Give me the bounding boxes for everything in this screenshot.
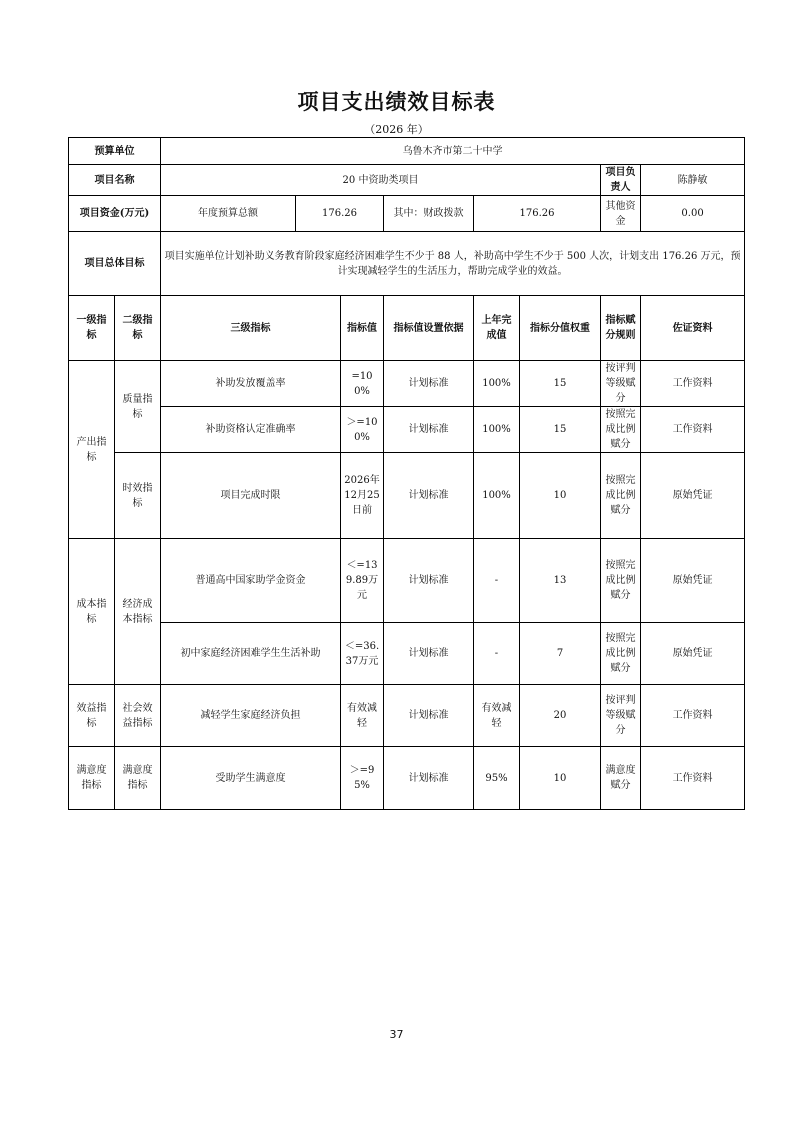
- funds-row: [69, 196, 745, 232]
- indicator-value: ＜=139.89万元: [341, 539, 384, 623]
- indicator-name: 补助发放覆盖率: [161, 361, 341, 407]
- indicator-row: [69, 361, 745, 407]
- indicator-weight: 15: [520, 407, 601, 453]
- indicator-weight: 7: [520, 623, 601, 685]
- goal-row: [69, 232, 745, 296]
- header-rule: 指标赋分规则: [601, 296, 641, 361]
- indicator-last-year: -: [474, 623, 520, 685]
- satisfaction-indicator-label: 满意度指标: [69, 747, 115, 810]
- indicator-evidence: 原始凭证: [641, 453, 745, 539]
- indicator-value: =100%: [341, 361, 384, 407]
- indicator-basis: 计划标准: [384, 453, 474, 539]
- indicator-basis: 计划标准: [384, 623, 474, 685]
- timeliness-indicator-label: 时效指标: [115, 453, 161, 539]
- indicator-name: 项目完成时限: [161, 453, 341, 539]
- indicator-value: 2026年12月25日前: [341, 453, 384, 539]
- indicator-evidence: 工作资料: [641, 361, 745, 407]
- unit-value: 乌鲁木齐市第二十中学: [161, 138, 745, 165]
- goal-text: 项目实施单位计划补助义务教育阶段家庭经济困难学生不少于 88 人，补助高中学生不少于 500 人次，计划支出 176.26 万元，预计实现减轻学生的生活压力，帮助完成学业的效益。: [161, 232, 745, 296]
- indicator-name: 初中家庭经济困难学生生活补助: [161, 623, 341, 685]
- indicator-value: ＞=100%: [341, 407, 384, 453]
- satisfaction-sub-indicator-label: 满意度指标: [115, 747, 161, 810]
- annual-budget-value: 176.26: [296, 196, 384, 232]
- indicator-weight: 10: [520, 747, 601, 810]
- output-indicator-label: 产出指标: [69, 361, 115, 539]
- indicator-row: [69, 623, 745, 685]
- unit-row: [69, 138, 745, 165]
- indicator-last-year: 100%: [474, 361, 520, 407]
- social-benefit-indicator-label: 社会效益指标: [115, 685, 161, 747]
- indicator-evidence: 原始凭证: [641, 623, 745, 685]
- indicator-value: 有效减轻: [341, 685, 384, 747]
- indicator-last-year: -: [474, 539, 520, 623]
- indicator-last-year: 100%: [474, 407, 520, 453]
- funds-label: 项目资金(万元): [69, 196, 161, 232]
- indicator-row: [69, 407, 745, 453]
- other-funds-value: 0.00: [641, 196, 745, 232]
- fiscal-value: 176.26: [474, 196, 601, 232]
- header-value: 指标值: [341, 296, 384, 361]
- indicator-weight: 20: [520, 685, 601, 747]
- indicator-last-year: 有效减轻: [474, 685, 520, 747]
- indicator-evidence: 工作资料: [641, 685, 745, 747]
- project-leader-label: 项目负责人: [601, 165, 641, 196]
- unit-label: 预算单位: [69, 138, 161, 165]
- year-label: （2026 年）: [364, 123, 429, 136]
- indicator-rule: 满意度赋分: [601, 747, 641, 810]
- other-funds-label: 其他资金: [601, 196, 641, 232]
- indicator-rule: 按评判等级赋分: [601, 361, 641, 407]
- fiscal-label: 其中：财政拨款: [384, 196, 474, 232]
- project-name-label: 项目名称: [69, 165, 161, 196]
- header-basis: 指标值设置依据: [384, 296, 474, 361]
- quality-indicator-label: 质量指标: [115, 361, 161, 453]
- performance-target-table: [68, 137, 745, 810]
- economic-cost-indicator-label: 经济成本指标: [115, 539, 161, 685]
- indicator-weight: 13: [520, 539, 601, 623]
- header-evidence: 佐证资料: [641, 296, 745, 361]
- indicator-rule: 按评判等级赋分: [601, 685, 641, 747]
- indicator-weight: 10: [520, 453, 601, 539]
- page-number: 37: [389, 1028, 404, 1041]
- indicator-rule: 按照完成比例赋分: [601, 453, 641, 539]
- indicator-last-year: 95%: [474, 747, 520, 810]
- goal-label: 项目总体目标: [69, 232, 161, 296]
- indicator-value: ＞=95%: [341, 747, 384, 810]
- indicator-row: [69, 747, 745, 810]
- indicator-evidence: 原始凭证: [641, 539, 745, 623]
- project-name-value: 20 中资助类项目: [161, 165, 601, 196]
- indicator-row: [69, 685, 745, 747]
- project-leader-value: 陈静敏: [641, 165, 745, 196]
- indicator-rule: 按照完成比例赋分: [601, 407, 641, 453]
- cost-indicator-label: 成本指标: [69, 539, 115, 685]
- indicator-row: [69, 539, 745, 623]
- indicator-rule: 按照完成比例赋分: [601, 623, 641, 685]
- indicator-row: [69, 453, 745, 539]
- indicator-basis: 计划标准: [384, 747, 474, 810]
- header-level2: 二级指标: [115, 296, 161, 361]
- indicator-rule: 按照完成比例赋分: [601, 539, 641, 623]
- indicator-evidence: 工作资料: [641, 747, 745, 810]
- indicator-name: 补助资格认定准确率: [161, 407, 341, 453]
- indicator-value: ＜=36.37万元: [341, 623, 384, 685]
- header-level1: 一级指标: [69, 296, 115, 361]
- indicator-name: 减轻学生家庭经济负担: [161, 685, 341, 747]
- indicator-basis: 计划标准: [384, 407, 474, 453]
- indicator-evidence: 工作资料: [641, 407, 745, 453]
- indicator-basis: 计划标准: [384, 361, 474, 407]
- project-row: [69, 165, 745, 196]
- header-level3: 三级指标: [161, 296, 341, 361]
- benefit-indicator-label: 效益指标: [69, 685, 115, 747]
- page-title: 项目支出绩效目标表: [297, 90, 496, 114]
- annual-budget-label: 年度预算总额: [161, 196, 296, 232]
- indicator-last-year: 100%: [474, 453, 520, 539]
- indicator-basis: 计划标准: [384, 685, 474, 747]
- header-weight: 指标分值权重: [520, 296, 601, 361]
- header-row: [69, 296, 745, 361]
- indicator-weight: 15: [520, 361, 601, 407]
- indicator-name: 受助学生满意度: [161, 747, 341, 810]
- indicator-name: 普通高中国家助学金资金: [161, 539, 341, 623]
- indicator-basis: 计划标准: [384, 539, 474, 623]
- header-last-year: 上年完成值: [474, 296, 520, 361]
